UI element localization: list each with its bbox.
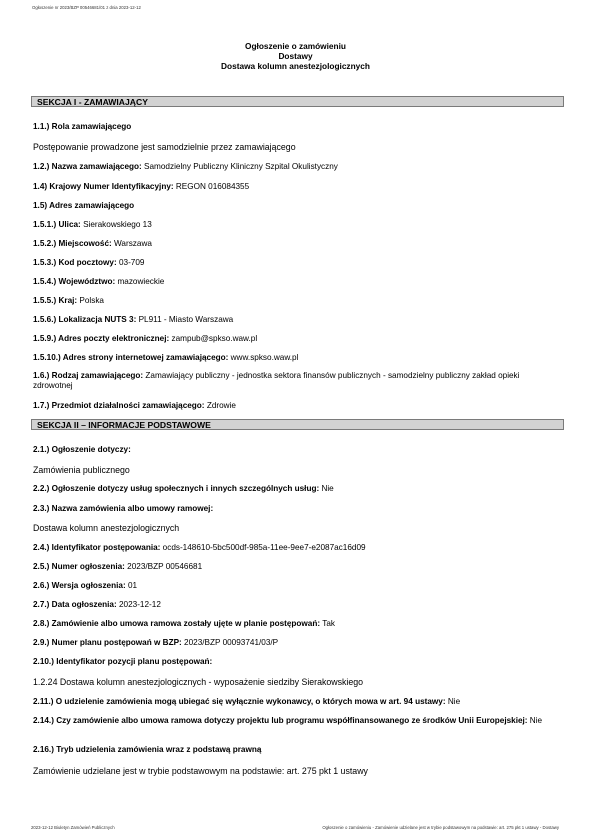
- field-2-10-value: 1.2.24 Dostawa kolumn anestezjologicznych - wyposażenie siedziby Sierakowskiego: [33, 677, 364, 687]
- field-2-9: 2.9.) Numer planu postępowań w BZP: 2023/BZP 00093741/03/P: [33, 638, 279, 647]
- field-1-5-3: 1.5.3.) Kod pocztowy: 03-709: [33, 258, 145, 267]
- section-1-heading: SEKCJA I - ZAMAWIAJĄCY: [31, 96, 564, 107]
- field-1-5: 1.5) Adres zamawiającego: [33, 201, 135, 210]
- field-1-5-2: 1.5.2.) Miejscowość: Warszawa: [33, 239, 152, 248]
- section-2-heading: SEKCJA II – INFORMACJE PODSTAWOWE: [31, 419, 564, 430]
- footer-left: 2023-12-12 Biuletyn Zamówień Publicznych: [31, 825, 115, 830]
- field-1-2: 1.2.) Nazwa zamawiającego: Samodzielny Publiczny Kliniczny Szpital Okulistyczny: [33, 162, 338, 171]
- field-1-6: 1.6.) Rodzaj zamawiającego: Zamawiający publiczny - jednostka sektora finansów publicznych - samodzielny publiczny zakład opieki zdrowotnej: [33, 371, 520, 390]
- field-2-3-value: Dostawa kolumn anestezjologicznych: [33, 523, 180, 533]
- field-1-5-9: 1.5.9.) Adres poczty elektronicznej: zampub@spkso.waw.pl: [33, 334, 258, 343]
- field-2-1-value: Zamówienia publicznego: [33, 465, 130, 475]
- field-2-2: 2.2.) Ogłoszenie dotyczy usług społecznych i innych szczególnych usług: Nie: [33, 484, 334, 493]
- footer-right: Ogłoszenie o zamówieniu - Zamówienie udzielane jest w trybie podstawowym na podstawie: art. 275 pkt 1 ustawy - Dostawy: [322, 825, 559, 830]
- field-2-16-label: 2.16.) Tryb udzielenia zamówienia wraz z podstawą prawną: [33, 745, 262, 754]
- field-2-1-label: 2.1.) Ogłoszenie dotyczy:: [33, 445, 131, 454]
- field-1-7: 1.7.) Przedmiot działalności zamawiającego: Zdrowie: [33, 401, 236, 410]
- field-2-6: 2.6.) Wersja ogłoszenia: 01: [33, 581, 138, 590]
- field-1-5-6: 1.5.6.) Lokalizacja NUTS 3: PL911 - Miasto Warszawa: [33, 315, 234, 324]
- document-header-line: Ogłoszenie nr 2023/BZP 00546681/01 z dnia 2023-12-12: [32, 5, 141, 10]
- field-2-16-value: Zamówienie udzielane jest w trybie podstawowym na podstawie: art. 275 pkt 1 ustawy: [33, 766, 368, 776]
- field-2-8: 2.8.) Zamówienie albo umowa ramowa zostały ujęte w planie postępowań: Tak: [33, 619, 335, 628]
- field-1-5-5: 1.5.5.) Kraj: Polska: [33, 296, 104, 305]
- notice-subject: Dostawa kolumn anestezjologicznych: [221, 61, 370, 71]
- notice-title: Ogłoszenie o zamówieniu: [245, 41, 346, 51]
- field-2-10-label: 2.10.) Identyfikator pozycji planu postępowań:: [33, 657, 213, 666]
- field-2-3-label: 2.3.) Nazwa zamówienia albo umowy ramowej:: [33, 504, 214, 513]
- field-2-14: 2.14.) Czy zamówienie albo umowa ramowa dotyczy projektu lub programu współfinansowanego ze środków Unii Europejskiej: Nie: [33, 716, 543, 725]
- field-1-1-label: 1.1.) Rola zamawiającego: [33, 122, 132, 131]
- field-1-1-value: Postępowanie prowadzone jest samodzielnie przez zamawiającego: [33, 142, 296, 152]
- notice-type: Dostawy: [278, 51, 313, 61]
- title-block: [0, 41, 591, 71]
- field-2-11: 2.11.) O udzielenie zamówienia mogą ubiegać się wyłącznie wykonawcy, o których mowa w art. 94 ustawy: Nie: [33, 697, 461, 706]
- field-1-5-1: 1.5.1.) Ulica: Sierakowskiego 13: [33, 220, 152, 229]
- field-1-5-4: 1.5.4.) Województwo: mazowieckie: [33, 277, 165, 286]
- field-2-7: 2.7.) Data ogłoszenia: 2023-12-12: [33, 600, 161, 609]
- field-1-4: 1.4) Krajowy Numer Identyfikacyjny: REGON 016084355: [33, 182, 250, 191]
- field-1-5-10: 1.5.10.) Adres strony internetowej zamawiającego: www.spkso.waw.pl: [33, 353, 299, 362]
- field-2-4: 2.4.) Identyfikator postępowania: ocds-148610-5bc500df-985a-11ee-9ee7-e2087ac16d09: [33, 543, 366, 552]
- field-2-5: 2.5.) Numer ogłoszenia: 2023/BZP 00546681: [33, 562, 203, 571]
